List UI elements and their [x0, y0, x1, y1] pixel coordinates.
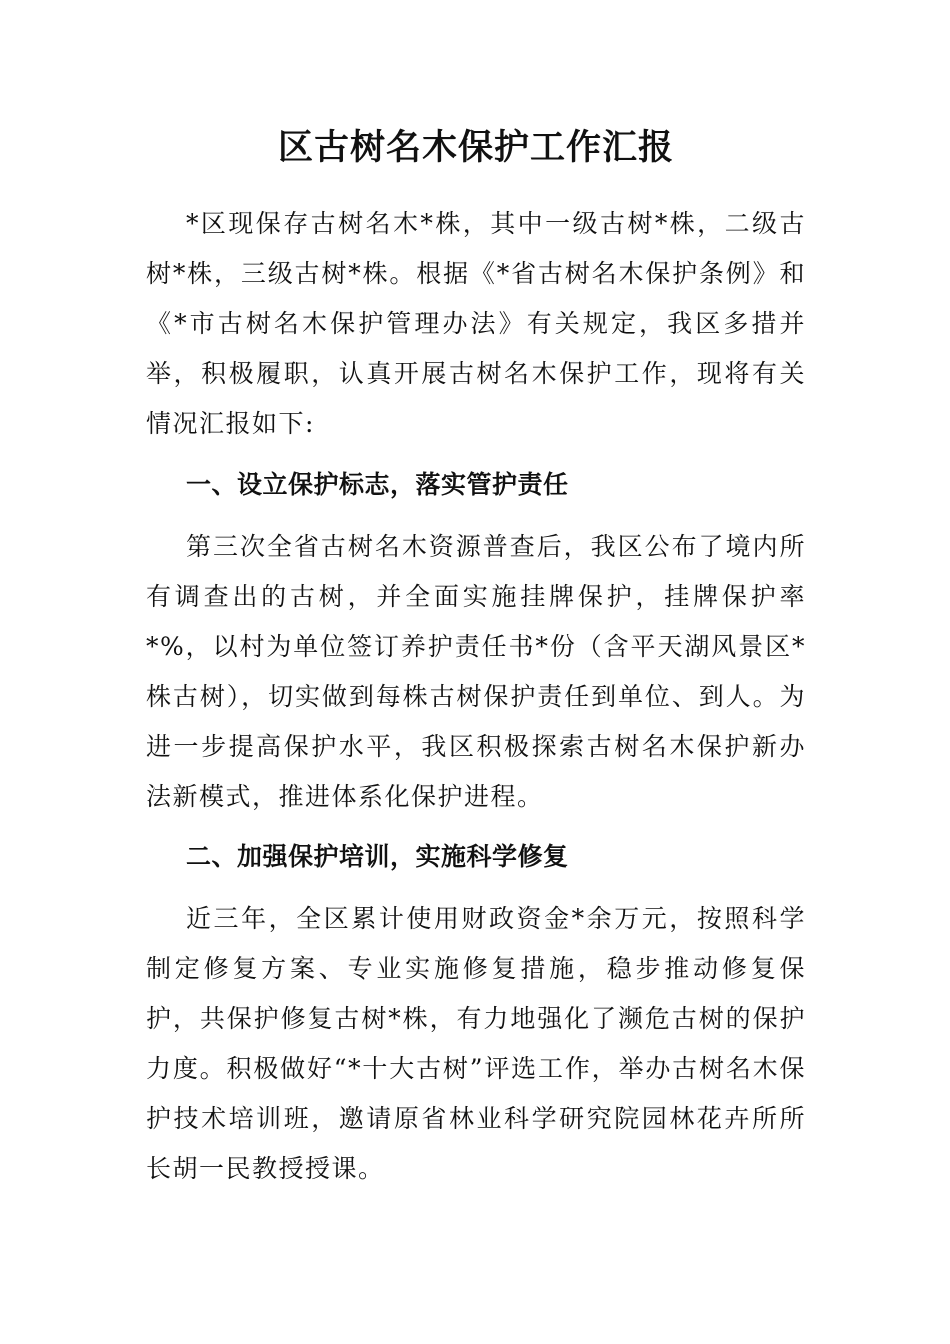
section-1-paragraph: 第三次全省古树名木资源普查后，我区公布了境内所有调查出的古树，并全面实施挂牌保护，挂牌保护率*%，以村为单位签订养护责任书*份（含平天湖风景区*株古树），切实做到每株古树保护责任到单位、到人。为进一步提高保护水平，我区积极探索古树名木保护新办法新模式，推进体系化保护进程。 — [146, 532, 806, 811]
section-heading-2: 二、加强保护培训，实施科学修复 — [186, 842, 569, 871]
document-title: 区古树名木保护工作汇报 — [277, 127, 674, 168]
section-2-paragraph: 近三年，全区累计使用财政资金*余万元，按照科学制定修复方案、专业实施修复措施，稳步推动修复保护，共保护修复古树*株，有力地强化了濒危古树的保护力度。积极做好“*十大古树”评选工作，举办古树名木保护技术培训班，邀请原省林业科学研究院园林花卉所所长胡一民教授授课。 — [146, 904, 806, 1183]
intro-paragraph: *区现保存古树名木*株，其中一级古树*株，二级古树*株，三级古树*株。根据《*省古树名木保护条例》和《*市古树名木保护管理办法》有关规定，我区多措并举，积极履职，认真开展古树名木保护工作，现将有关情况汇报如下: — [146, 209, 806, 438]
section-heading-1: 一、设立保护标志，落实管护责任 — [186, 470, 569, 499]
